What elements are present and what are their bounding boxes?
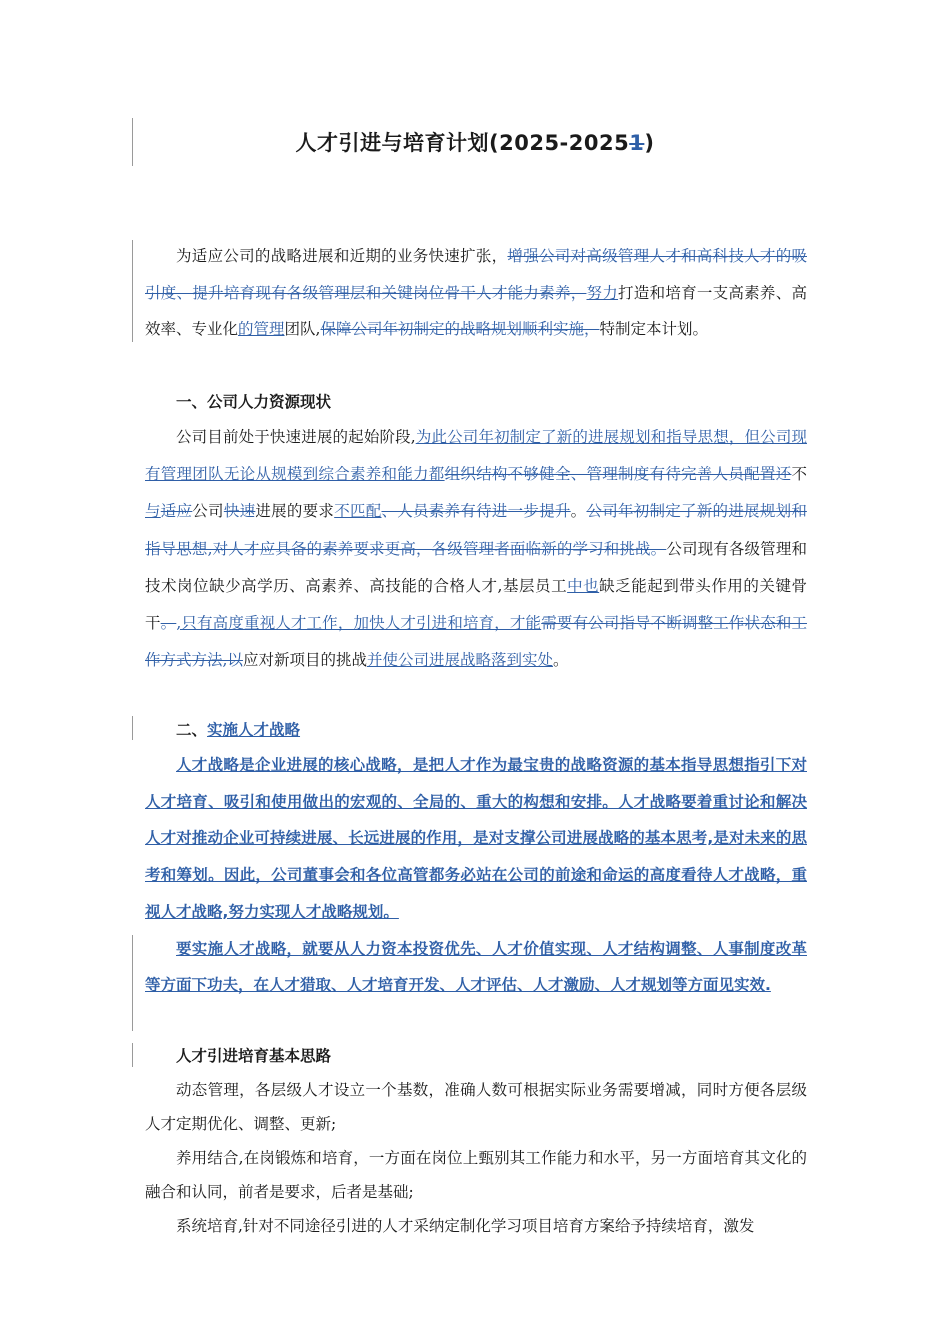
inserted-run: 中也	[567, 576, 600, 595]
intro-paragraph	[145, 238, 807, 348]
change-bar	[132, 240, 133, 342]
change-bar	[132, 118, 133, 166]
text-run: 打造和培育一支高素养、高效率、专业化	[145, 283, 807, 338]
intro-block	[145, 238, 807, 348]
section-1-paragraph	[145, 419, 807, 679]
deleted-run: 组织结构不够健全、管理制度有待完善人员配置还	[444, 465, 792, 484]
title-close: )	[644, 131, 655, 155]
text-run: 公司目前处于快速进展的起始阶段,	[176, 428, 416, 446]
text-run: 团队,	[284, 320, 321, 338]
deleted-run: 快速	[223, 502, 256, 521]
section-heading: 人才引进培育基本思路	[176, 1047, 332, 1065]
inserted-run: 为此公司年初制定了新的进展规划和指导思想，但公司现有管理团队无论从规模到综合素养和能力都	[145, 428, 807, 484]
section-1	[145, 385, 807, 679]
inserted-run: 努力	[586, 283, 619, 302]
title-text: 人才引进与培育计划(2025-2025	[295, 131, 630, 155]
section-heading: 一、公司人力资源现状	[176, 393, 332, 411]
strategy-paragraph-1: 人才战略是企业进展的核心战略，是把人才作为最宝贵的战略资源的基本指导思想指引下对人才培育、吸引和使用做出的宏观的、全局的、重大的构想和安排。人才战略要着重讨论和解决人才对推动企业可持续进展、长远进展的作用，是对支撑公司进展战略的基本思考,是对未来的思考和筹划。因此，公司董事会和各位高管都务必站在公司的前途和命运的高度看待人才战略，重视人才战略,努力实现人才战略规划。	[145, 756, 807, 921]
strategy-paragraph-2: 要实施人才战略，就要从人力资本投资优先、人才价值实现、人才结构调整、人事制度改革等方面下功夫，在人才猎取、人才培育开发、人才评估、人才激励、人才规划等方面见实效.	[145, 939, 807, 995]
text-run: 不	[791, 465, 807, 484]
section-2	[145, 713, 807, 1004]
approach-paragraph: 动态管理，各层级人才设立一个基数，准确人数可根据实际业务需要增减，同时方便各层级人才定期优化、调整、更新;	[145, 1081, 807, 1133]
approach-paragraph: 系统培育,针对不同途径引进的人才采纳定制化学习项目培育方案给予持续培育，激发	[176, 1217, 755, 1235]
inserted-run: 的管理	[238, 320, 285, 338]
change-bar	[132, 935, 133, 1031]
title-deleted-digit: 1	[629, 131, 645, 155]
deleted-run: 适应	[160, 502, 193, 521]
text-run: 为适应公司的战略进展和近期的业务快速扩张，	[176, 247, 508, 265]
section-heading	[145, 713, 807, 747]
approach-paragraph: 养用结合,在岗锻炼和培育，一方面在岗位上甄别其工作能力和水平，另一方面培育其文化的融合和认同，前者是要求，后者是基础;	[145, 1149, 807, 1201]
deleted-run: 。	[160, 614, 177, 633]
deleted-run: 需要有公司指导不断调整工作状态和工作方式方法,以	[145, 614, 807, 670]
text-run: 特制定本计划。	[599, 320, 708, 338]
deleted-run: 保障公司年初制定的战略规划顺利实施，	[320, 320, 600, 338]
text-run: 缺乏能起到带头作用的关键骨干	[145, 576, 807, 633]
change-bar	[132, 1043, 133, 1067]
text-run: 公司现有各级管理和技术岗位缺少高学历、高素养、高技能的合格人才,基层员工	[145, 539, 807, 595]
section-3	[145, 1039, 807, 1243]
inserted-run: 不匹配	[334, 502, 382, 521]
change-bar	[132, 716, 133, 740]
inserted-run: ,只有高度重视人才工作，加快人才引进和培育，才能	[176, 614, 542, 633]
text-run: 。	[552, 651, 569, 670]
inserted-run: 与	[145, 502, 161, 521]
inserted-run: 并使公司进展战略落到实处	[366, 651, 553, 670]
text-run: 进展的要求	[255, 502, 335, 521]
text-run: 应对新项目的挑战	[242, 651, 367, 670]
deleted-run: 公司年初制定了新的进展规划和指导思想,对人才应具备的素养要求更高，各级管理者面临新的学习和挑战。	[145, 502, 807, 558]
page-title	[145, 127, 805, 157]
inserted-heading: 实施人才战略	[207, 721, 301, 739]
heading-prefix: 二、	[176, 721, 208, 739]
deleted-run: 、人员素养有待进一步提升	[381, 502, 571, 521]
text-run: 。	[570, 502, 587, 521]
deleted-run: 增强公司对高级管理人才和高科技人才的吸引度、提升培育现有各级管理层和关键岗位骨干人才能力素养，	[145, 247, 807, 302]
text-run: 公司	[192, 502, 224, 521]
